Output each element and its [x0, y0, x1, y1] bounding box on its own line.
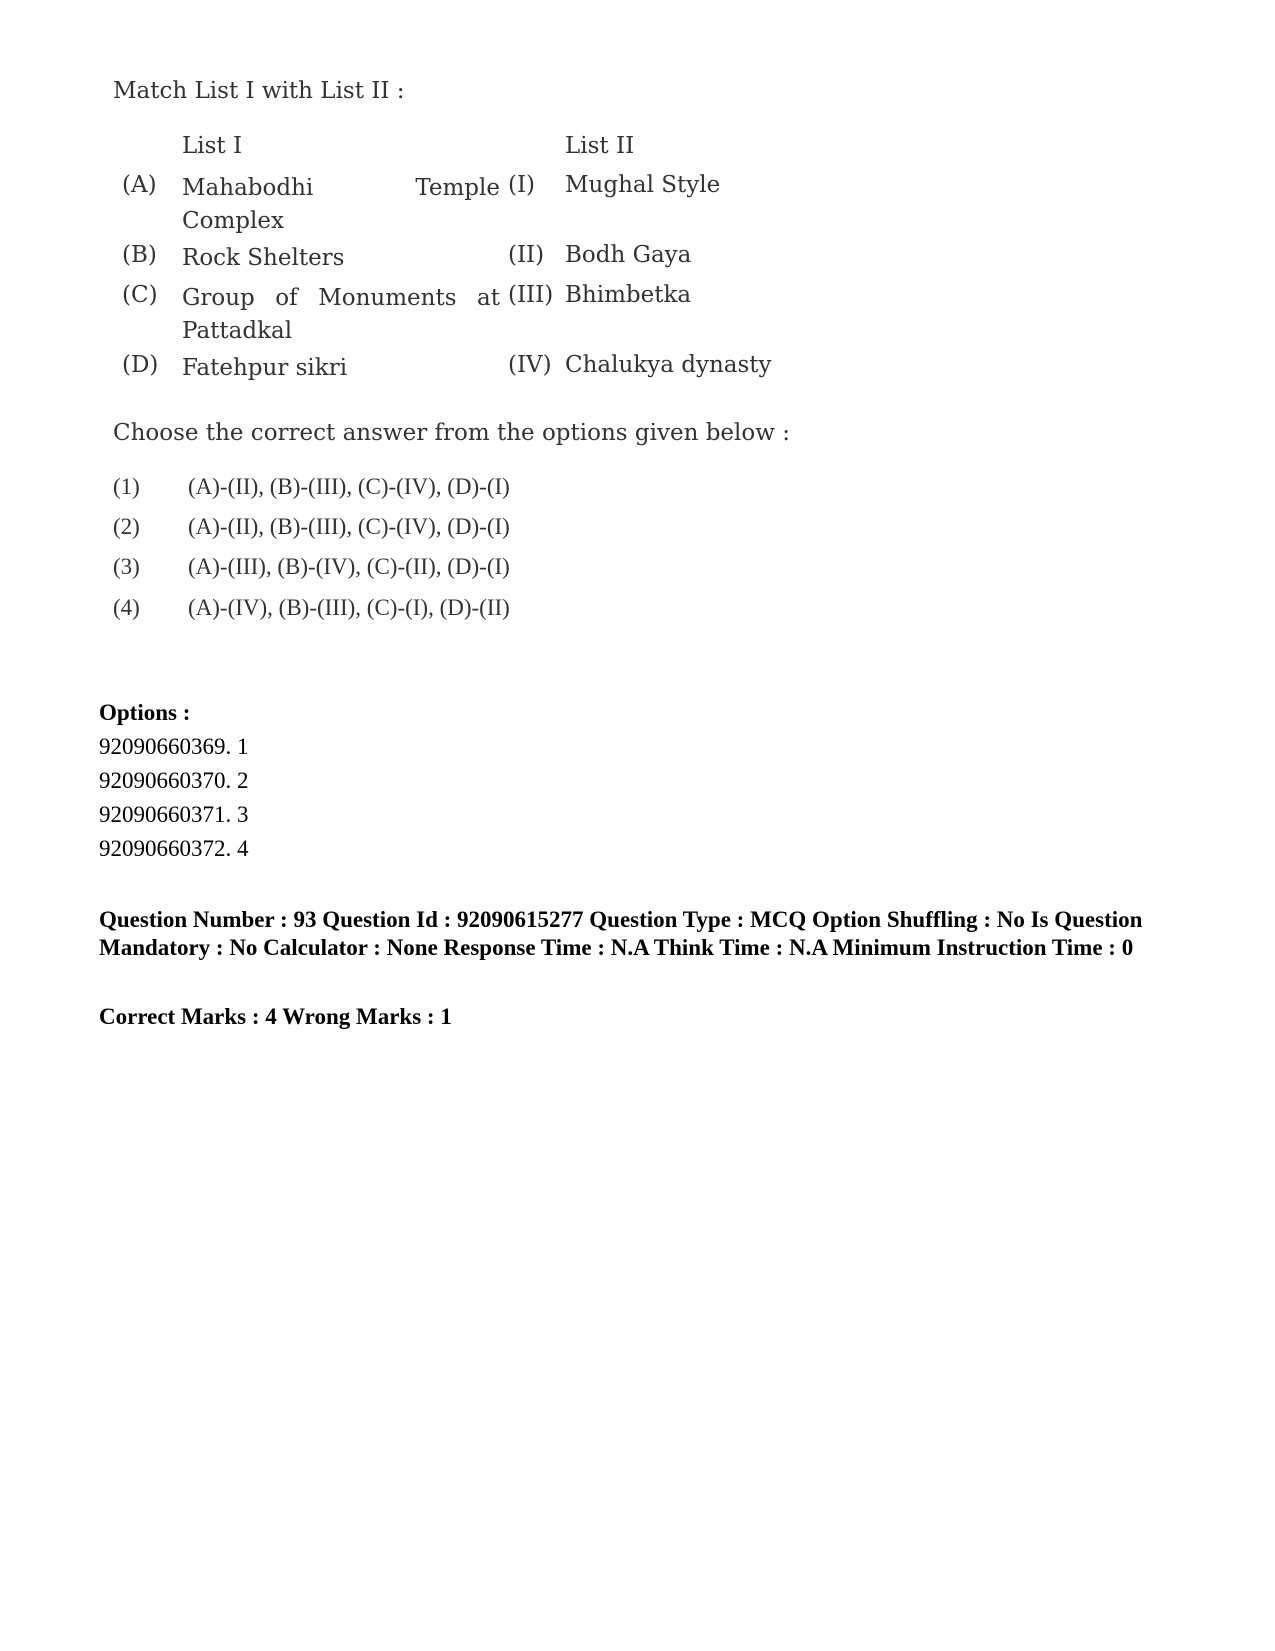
- list-1-item: Group of Monuments at Pattadkal: [182, 285, 500, 344]
- list-2-label: (II): [508, 242, 545, 268]
- option-item: 92090660369. 1: [99, 734, 249, 759]
- list-1-label: (B): [122, 242, 157, 268]
- answer-number: (3): [113, 554, 140, 579]
- option-item: 92090660370. 2: [99, 768, 249, 793]
- list-1-header: List I: [182, 133, 243, 159]
- question-intro: Match List I with List II :: [113, 78, 405, 104]
- answer-number: (2): [113, 514, 140, 539]
- answer-number: (4): [113, 595, 140, 620]
- answer-number: (1): [113, 474, 140, 499]
- list-2-label: (III): [508, 282, 554, 308]
- choose-instruction: Choose the correct answer from the options given below :: [113, 420, 790, 446]
- list-1-label: (C): [122, 282, 158, 308]
- question-info: Question Number : 93 Question Id : 92090615277 Question Type : MCQ Option Shuffling : No Is Question Mandatory : No Calculator : None Response Time : N.A Think Time : N.A Minimum Instruction Time : 0: [99, 907, 1143, 960]
- list-2-item: Bhimbetka: [565, 282, 692, 308]
- list-2-label: (IV): [508, 352, 552, 378]
- answer-text: (A)-(III), (B)-(IV), (C)-(II), (D)-(I): [188, 554, 510, 579]
- question-image: [100, 60, 800, 660]
- answer-text: (A)-(IV), (B)-(III), (C)-(I), (D)-(II): [188, 595, 510, 620]
- list-2-item: Mughal Style: [565, 172, 721, 198]
- list-2-header: List II: [565, 133, 635, 159]
- answer-text: (A)-(II), (B)-(III), (C)-(IV), (D)-(I): [188, 474, 510, 499]
- options-heading: Options :: [99, 700, 191, 725]
- list-2-item: Bodh Gaya: [565, 242, 692, 268]
- list-1-item: Mahabodhi Temple Complex: [182, 175, 500, 234]
- list-1-item: Fatehpur sikri: [182, 355, 348, 381]
- option-item: 92090660371. 3: [99, 802, 249, 827]
- list-1-label: (D): [122, 352, 159, 378]
- answer-text: (A)-(II), (B)-(III), (C)-(IV), (D)-(I): [188, 514, 510, 539]
- list-1-item: Rock Shelters: [182, 245, 345, 271]
- marks-info: Correct Marks : 4 Wrong Marks : 1: [99, 1004, 452, 1029]
- list-2-label: (I): [508, 172, 536, 198]
- list-1-label: (A): [122, 172, 157, 198]
- list-2-item: Chalukya dynasty: [565, 352, 772, 378]
- option-item: 92090660372. 4: [99, 836, 249, 861]
